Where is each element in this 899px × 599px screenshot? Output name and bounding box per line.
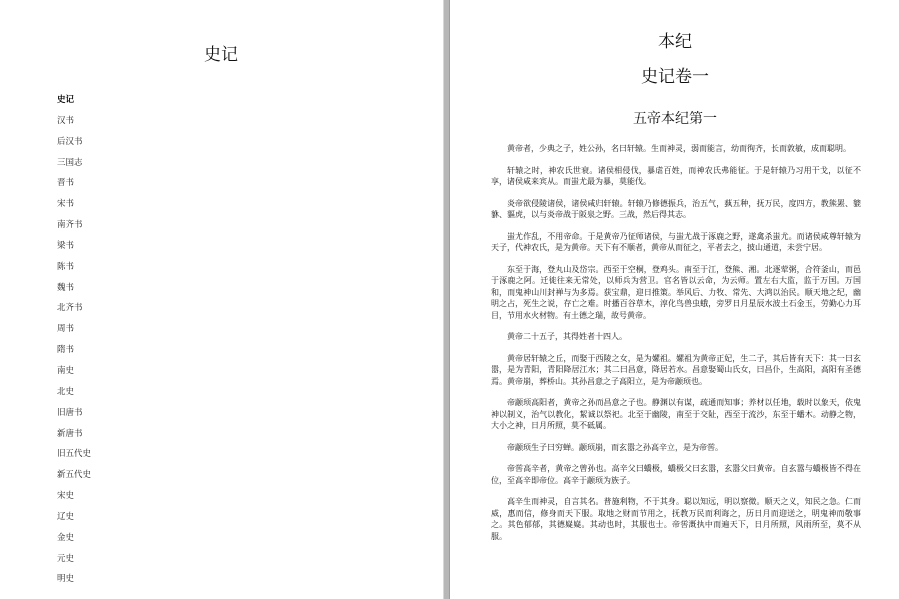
toc-item[interactable]: 宋书: [57, 199, 75, 210]
paragraph: 蚩尤作乱，不用帝命。于是黄帝乃征师诸侯，与蚩尤战于涿鹿之野，遂禽杀蚩尤。而诸侯咸尊轩辕为天子，代神农氏，是为黄帝。天下有不顺者，黄帝从而征之，平者去之，披山通道，未尝宁居。: [491, 231, 861, 252]
paragraph: 黄帝居轩辕之丘，而娶于西陵之女，是为嫘祖。嫘祖为黄帝正妃，生二子，其后皆有天下：其一曰玄嚣，是为青阳，青阳降居江水；其二曰昌意，降居若水。昌意娶蜀山氏女，曰昌仆，生高阳，高阳有圣德焉。黄帝崩，葬桥山。其孙昌意之子高阳立，是为帝颛顼也。: [491, 353, 861, 386]
toc-item[interactable]: 新唐书: [57, 428, 83, 439]
paragraph: 高辛生而神灵，自言其名。普施利物，不于其身。聪以知远，明以察微。顺天之义，知民之急。仁而威，惠而信，修身而天下服。取地之财而节用之，抚教万民而利诲之，历日月而迎送之，明鬼神而敬事之。其色郁郁，其德嶷嶷。其动也时，其服也士。帝喾溉执中而遍天下，日月所照，风雨所至，莫不从服。: [491, 497, 861, 541]
toc-item[interactable]: 新五代史: [57, 470, 92, 481]
toc-item[interactable]: 宋史: [57, 491, 75, 502]
paragraph: 东至于海，登丸山及岱宗。西至于空桐，登鸡头。南至于江，登熊、湘。北逐荤粥，合符釜山，而邑于涿鹿之阿。迁徙往来无常处，以师兵为营卫。官名皆以云命，为云师。置左右大监，监于万国。万国和，而鬼神山川封禅与为多焉。获宝鼎，迎日推策。举风后、力牧、常先、大鸿以治民。顺天地之纪，幽明之占，死生之说，存亡之难。时播百谷草木，淳化鸟兽虫蛾，旁罗日月星辰水波土石金玉，劳勤心力耳目，节用水火材物。有土德之瑞，故号黄帝。: [491, 264, 861, 320]
toc-item[interactable]: 元史: [57, 553, 75, 564]
toc-item[interactable]: 明史: [57, 574, 75, 585]
paragraph: 黄帝二十五子，其得姓者十四人。: [507, 332, 627, 341]
chapter-body: [491, 143, 861, 552]
toc-item-current[interactable]: 史记: [57, 95, 75, 105]
paragraph: 帝颛顼高阳者，黄帝之孙而昌意之子也。静渊以有谋，疏通而知事；养材以任地，载时以象天，依鬼神以制义，治气以教化，絜诚以祭祀。北至于幽陵，南至于交阯，西至于流沙，东至于蟠木。动静之物，大小之神，日月所照，莫不砥属。: [491, 398, 861, 430]
toc-item[interactable]: 旧五代史: [57, 449, 92, 460]
toc-item[interactable]: 后汉书: [57, 136, 83, 147]
section-heading: 本纪: [658, 32, 692, 52]
toc-item[interactable]: 旧唐书: [57, 407, 83, 418]
toc-item[interactable]: 隋书: [57, 345, 75, 356]
paragraph: 帝颛顼生子曰穷蝉。颛顼崩，而玄嚣之孙高辛立，是为帝喾。: [507, 442, 723, 452]
toc-item[interactable]: 周书: [57, 324, 75, 335]
volume-title: 史记卷一: [641, 67, 709, 87]
pane-splitter[interactable]: [443, 0, 450, 599]
paragraph: 黄帝者，少典之子，姓公孙，名曰轩辕。生而神灵，弱而能言，幼而徇齐，长而敦敏，成而聪明。: [507, 144, 851, 153]
toc-item[interactable]: 北史: [57, 386, 75, 397]
paragraph: 轩辕之时，神农氏世衰。诸侯相侵伐，暴虐百姓，而神农氏弗能征。于是轩辕乃习用干戈，以征不享，诸侯咸来宾从。而蚩尤最为暴，莫能伐。: [491, 165, 861, 186]
toc-item[interactable]: 金史: [57, 532, 75, 543]
book-title: 史记: [204, 45, 238, 65]
toc-list: [57, 90, 91, 590]
toc-item[interactable]: 北齐书: [57, 303, 83, 314]
paragraph: 炎帝欲侵陵诸侯，诸侯咸归轩辕。轩辕乃修德振兵，治五气，蓺五种，抚万民，度四方，教熊罴、貔貅、貙虎，以与炎帝战于阪泉之野。三战，然后得其志。: [491, 198, 861, 219]
toc-item[interactable]: 辽史: [57, 511, 75, 522]
toc-item[interactable]: 南史: [57, 365, 75, 376]
toc-item[interactable]: 三国志: [57, 157, 83, 168]
paragraph: 帝喾高辛者，黄帝之曾孙也。高辛父曰蟜极，蟜极父曰玄嚣，玄嚣父曰黄帝。自玄嚣与蟜极皆不得在位，至高辛即帝位。高辛于颛顼为族子。: [491, 464, 861, 485]
toc-item[interactable]: 梁书: [57, 240, 75, 251]
toc-item[interactable]: 汉书: [57, 115, 75, 126]
toc-item[interactable]: 南齐书: [57, 220, 83, 231]
toc-item[interactable]: 魏书: [57, 282, 75, 293]
content-pane[interactable]: [451, 0, 899, 599]
toc-item[interactable]: 陈书: [57, 261, 75, 272]
toc-item[interactable]: 晋书: [57, 178, 75, 189]
toc-pane: [0, 0, 442, 599]
chapter-title: 五帝本纪第一: [633, 111, 717, 127]
